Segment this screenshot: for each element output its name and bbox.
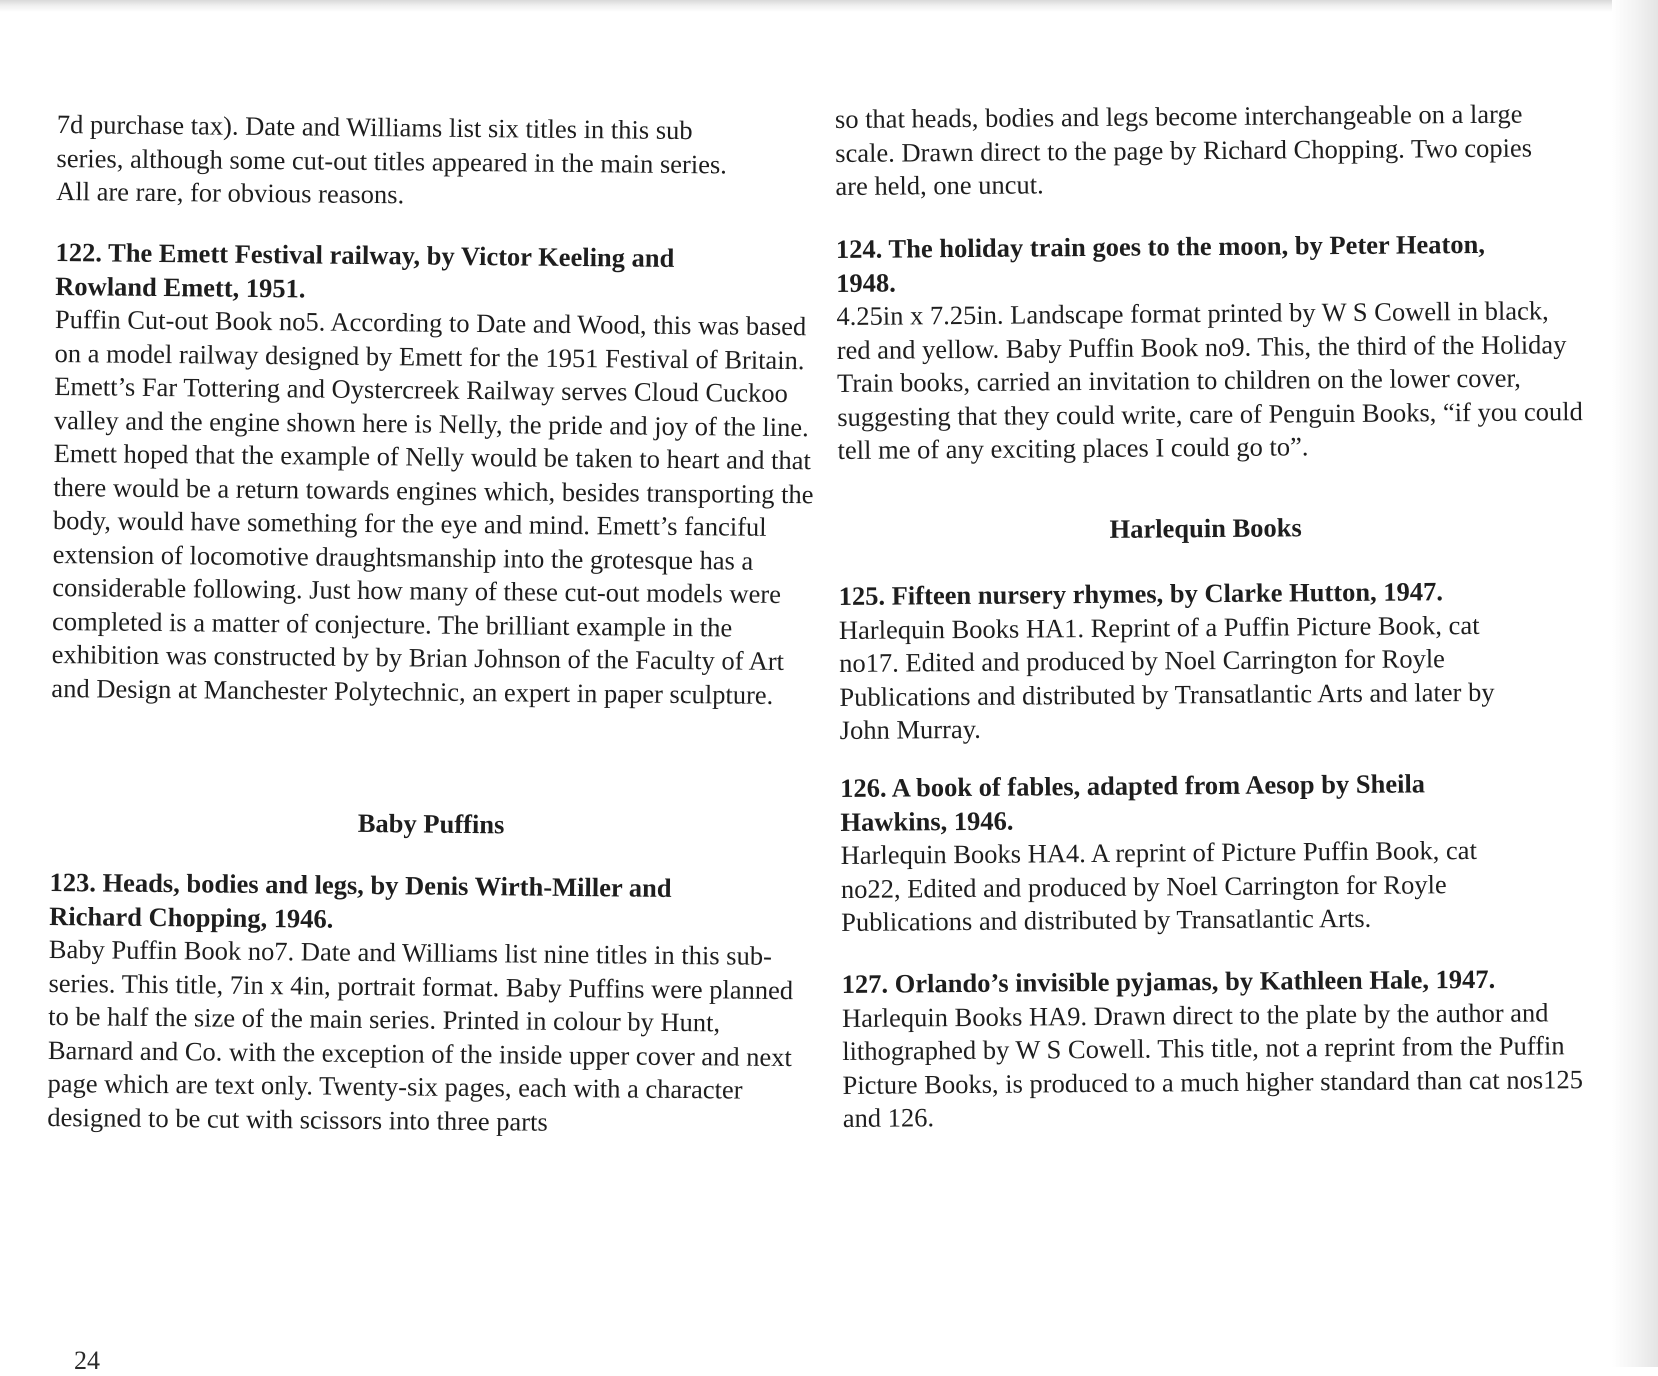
continuation-paragraph: so that heads, bodies and legs become interchangeable on a large scale. Drawn direct to the page by Richard Chopping. Two copies are held, one uncut. xyxy=(834,98,1533,201)
entry-123-body: Baby Puffin Book no7. Date and Williams list nine titles in this sub-series. This title, 7in x 4in, portrait format. Baby Puffins were planned to be half the size of the main series. Printed in colour by Hunt, Barnard and Co. with the exception of the inside upper cover and next page which are text only. Twenty-six pages, each with a character designed to be cut with scissors into three parts xyxy=(47,933,794,1137)
entry-123 xyxy=(47,866,812,1141)
section-heading-baby-puffins: Baby Puffins xyxy=(357,807,505,840)
page-number: 24 xyxy=(74,1346,100,1375)
section-heading-harlequin-books: Harlequin Books xyxy=(1109,512,1302,544)
intro-paragraph: 7d purchase tax). Date and Williams list six titles in this sub series, although some cut-out titles appeared in the main series. All are rare, for obvious reasons. xyxy=(56,108,728,210)
entry-124-heading: 124. The holiday train goes to the moon, by Peter Heaton, 1948. xyxy=(835,228,1486,298)
scan-shadow-right xyxy=(1612,0,1658,1367)
entry-125 xyxy=(839,574,1592,747)
entry-125-heading: 125. Fifteen nursery rhymes, by Clarke Hutton, 1947. xyxy=(838,576,1444,611)
entry-127 xyxy=(842,962,1595,1135)
entry-124-body: 4.25in x 7.25in. Landscape format printed by W S Cowell in black, red and yellow. Baby Puffin Book no9. This, the third of the Holiday Train books, carried an invitation to children on the lower cover, suggesting that they could write, care of Penguin Books, “if you could tell me of any exciting places I could go to”. xyxy=(836,295,1583,465)
entry-122 xyxy=(51,236,817,712)
entry-126-heading: 126. A book of fables, adapted from Aesop by Sheila Hawkins, 1946. xyxy=(840,768,1426,837)
entry-127-body: Harlequin Books HA9. Drawn direct to the plate by the author and lithographed by W S Cowell. This title, not a reprint from the Puffin Picture Books, is produced to a much higher standard than cat nos125 and 126. xyxy=(841,996,1583,1133)
scan-shadow-top xyxy=(0,0,1658,12)
entry-124 xyxy=(836,227,1590,467)
entry-122-body: Puffin Cut-out Book no5. According to Date and Wood, this was based on a model railway designed by Emett for the 1951 Festival of Britain. Emett’s Far Tottering and Oystercreek Railway serves Cloud Cuckoo valley and the engine shown here is Nelly, the pride and joy of the line. Emett hoped that the example of Nelly would be taken to heart and that there would be a return towards engines which, besides transporting the body, would have something for the eye and mind. Emett’s fanciful extension of locomotive draughtsmanship into the grotesque has a considerable following. Just how many of these cut-out models were completed is a matter of conjecture. The brilliant example in the exhibition was constructed by by Brian Johnson of the Faculty of Art and Design at Manchester Polytechnic, an expert in paper sculpture. xyxy=(51,303,814,710)
entry-122-heading: 122. The Emett Festival railway, by Victor Keeling and Rowland Emett, 1951. xyxy=(55,236,675,303)
entry-127-heading: 127. Orlando’s invisible pyjamas, by Kathleen Hale, 1947. xyxy=(841,963,1496,999)
entry-126 xyxy=(840,766,1593,939)
entry-126-body: Harlequin Books HA4. A reprint of Picture Puffin Book, cat no22, Edited and produced by Noel Carrington for Royle Publications and distributed by Transatlantic Arts. xyxy=(840,834,1477,937)
entry-123-heading: 123. Heads, bodies and legs, by Denis Wirth-Miller and Richard Chopping, 1946. xyxy=(49,866,672,934)
entry-125-body: Harlequin Books HA1. Reprint of a Puffin Picture Book, cat no17. Edited and produced by Noel Carrington for Royle Publications and distributed by Transatlantic Arts and later by John Murray. xyxy=(838,609,1495,745)
